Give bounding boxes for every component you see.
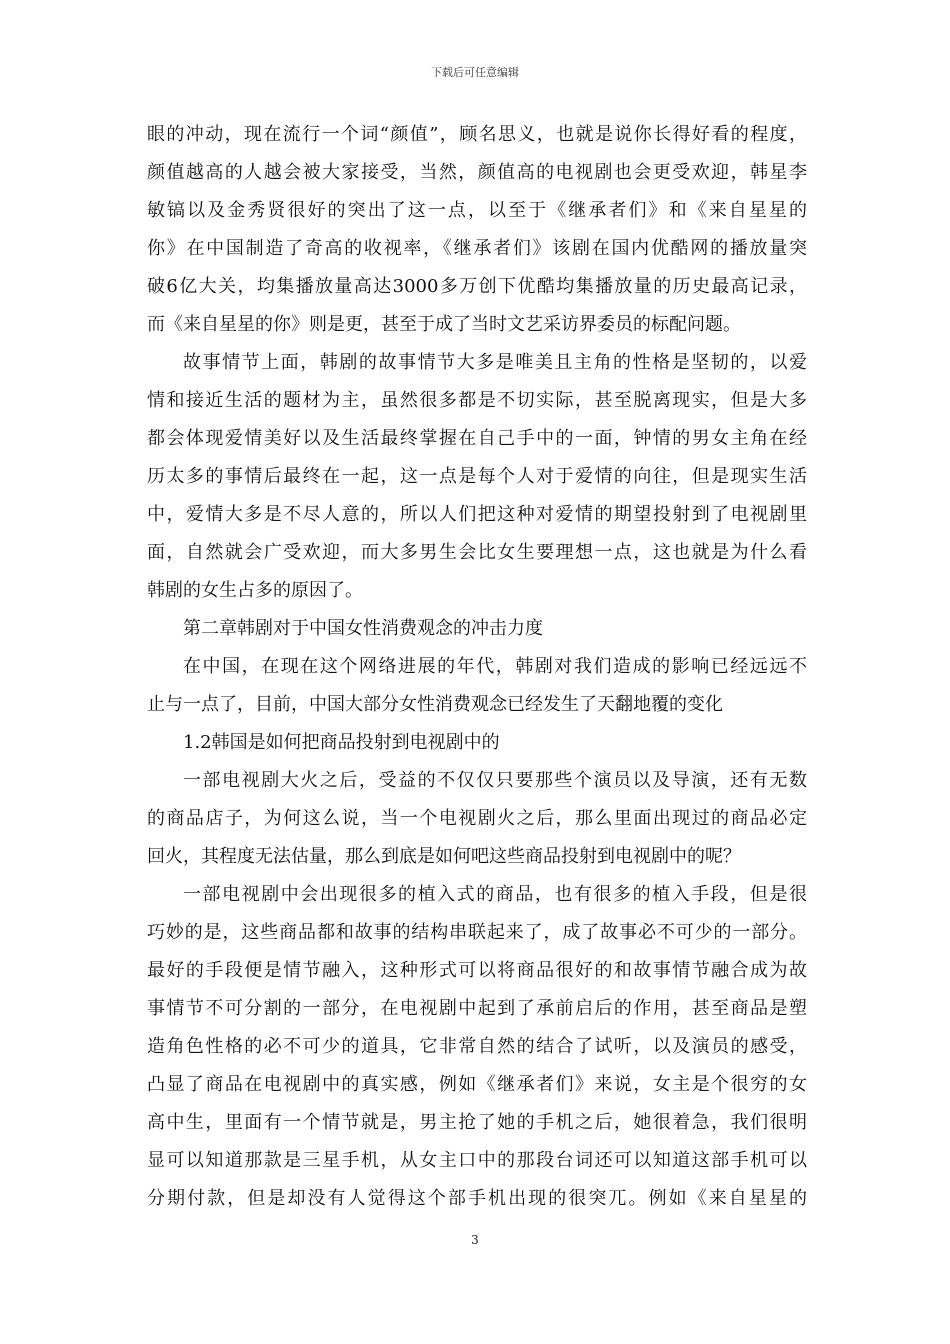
body-line: 敏镐以及金秀贤很好的突出了这一点，以至于《继承者们》和《来自星星的 bbox=[147, 200, 807, 221]
body-line: 高中生，里面有一个情节就是，男主抢了她的手机之后，她很着急，我们很明 bbox=[147, 1112, 807, 1133]
body-line: 情和接近生活的题材为主，虽然很多都是不切实际，甚至脱离现实，但是大多 bbox=[147, 390, 807, 411]
section-heading: 1.2韩国是如何把商品投射到电视剧中的 bbox=[183, 732, 500, 753]
body-line: 一部电视剧大火之后，受益的不仅仅只要那些个演员以及导演，还有无数 bbox=[183, 770, 807, 791]
body-line: 一部电视剧中会出现很多的植入式的商品，也有很多的植入手段，但是很 bbox=[183, 884, 807, 905]
body-line: 最好的手段便是情节融入，这种形式可以将商品很好的和故事情节融合成为故 bbox=[147, 960, 807, 981]
body-line: 造角色性格的必不可少的道具，它非常自然的结合了试听，以及演员的感受， bbox=[147, 1036, 807, 1057]
page-header: 下载后可任意编辑 bbox=[431, 66, 519, 79]
body-line: 破6亿大关，均集播放量高达3000多万创下优酷均集播放量的历史最高记录， bbox=[147, 276, 807, 297]
chapter-heading: 第二章韩剧对于中国女性消费观念的冲击力度 bbox=[183, 618, 543, 639]
body-line: 故事情节上面，韩剧的故事情节大多是唯美且主角的性格是坚韧的，以爱 bbox=[183, 352, 807, 373]
body-line: 颜值越高的人越会被大家接受，当然，颜值高的电视剧也会更受欢迎，韩星李 bbox=[147, 162, 807, 183]
document-body bbox=[147, 116, 807, 1218]
body-line: 止与一点了，目前，中国大部分女性消费观念已经发生了天翻地覆的变化 bbox=[147, 694, 723, 715]
body-line: 分期付款，但是却没有人觉得这个部手机出现的很突兀。例如《来自星星的 bbox=[147, 1188, 807, 1209]
body-line: 事情节不可分割的一部分，在电视剧中起到了承前启后的作用，甚至商品是塑 bbox=[147, 998, 807, 1019]
body-line: 都会体现爱情美好以及生活最终掌握在自己手中的一面，钟情的男女主角在经 bbox=[147, 428, 807, 449]
body-line: 的商品店子，为何这么说，当一个电视剧火之后，那么里面出现过的商品必定 bbox=[147, 808, 807, 829]
body-line: 历太多的事情后最终在一起，这一点是每个人对于爱情的向往，但是现实生活 bbox=[147, 466, 807, 487]
body-line: 在中国，在现在这个网络进展的年代，韩剧对我们造成的影响已经远远不 bbox=[183, 656, 807, 677]
body-line: 你》在中国制造了奇高的收视率，《继承者们》该剧在国内优酷网的播放量突 bbox=[147, 238, 807, 259]
body-line: 中，爱情大多是不尽人意的，所以人们把这种对爱情的期望投射到了电视剧里 bbox=[147, 504, 807, 525]
body-line: 凸显了商品在电视剧中的真实感，例如《继承者们》来说，女主是个很穷的女 bbox=[147, 1074, 807, 1095]
body-line: 韩剧的女生占多的原因了。 bbox=[147, 580, 363, 601]
body-line: 巧妙的是，这些商品都和故事的结构串联起来了，成了故事必不可少的一部分。 bbox=[147, 922, 807, 943]
body-line: 而《来自星星的你》则是更，甚至于成了当时文艺采访界委员的标配问题。 bbox=[147, 314, 741, 335]
body-line: 显可以知道那款是三星手机，从女主口中的那段台词还可以知道这部手机可以 bbox=[147, 1150, 807, 1171]
body-line: 回火，其程度无法估量，那么到底是如何吧这些商品投射到电视剧中的呢？ bbox=[147, 846, 741, 867]
body-line: 面，自然就会广受欢迎，而大多男生会比女生要理想一点，这也就是为什么看 bbox=[147, 542, 807, 563]
page-number: 3 bbox=[471, 1233, 479, 1247]
body-line: 眼的冲动，现在流行一个词“颜值”，顾名思义，也就是说你长得好看的程度， bbox=[147, 124, 807, 145]
